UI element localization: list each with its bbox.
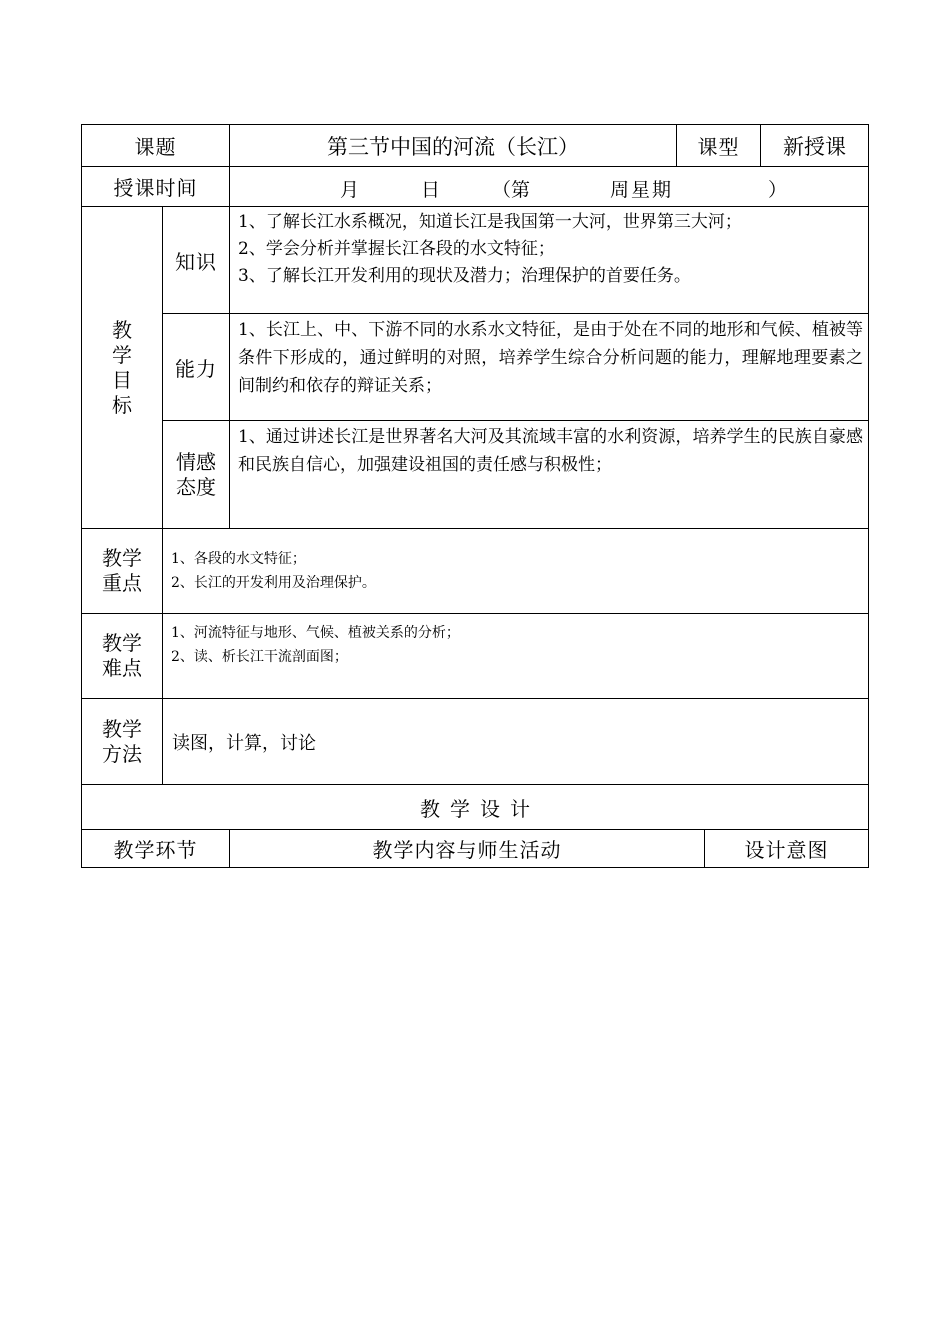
knowledge-label: 知识 [175, 249, 217, 274]
time-close: ） [768, 179, 788, 201]
row-divider [162, 313, 869, 314]
time-week-open: （第 [492, 179, 531, 201]
objectives-label: 教 学 目 标 [112, 317, 132, 417]
knowledge-content [238, 209, 863, 290]
key-points-label: 教学 重点 [102, 546, 142, 595]
time-value [230, 167, 868, 206]
methods-content: 读图，计算，讨论 [172, 733, 316, 754]
course-title: 第三节中国的河流（长江） [327, 134, 579, 159]
emotion-content: 1、通过讲述长江是世界著名大河及其流域丰富的水利资源，培养学生的民族自豪感和民族自信心，加强建设祖国的责任感与积极性； [238, 427, 863, 475]
row-divider [81, 613, 869, 614]
knowledge-line: 3、了解长江开发利用的现状及潜力；治理保护的首要任务。 [238, 266, 691, 286]
design-col-step: 教学环节 [113, 838, 198, 862]
ability-label: 能力 [175, 356, 217, 381]
time-label: 授课时间 [113, 176, 198, 200]
methods-label: 教学 方法 [102, 716, 142, 766]
time-day: 日 [421, 179, 441, 201]
time-week-text: 周星期 [610, 179, 674, 201]
key-point-line: 1、各段的水文特征； [171, 551, 306, 567]
key-points-content [171, 547, 861, 595]
emotion-label: 情感 态度 [176, 449, 216, 499]
design-col-content: 教学内容与师生活动 [372, 838, 562, 862]
table-border-bottom [81, 867, 869, 868]
table-border-right [868, 124, 869, 868]
difficulties-label: 教学 难点 [102, 631, 142, 680]
design-col-intent: 设计意图 [744, 838, 829, 862]
row-divider [162, 420, 869, 421]
key-point-line: 2、长江的开发利用及治理保护。 [171, 575, 376, 591]
difficulties-content [171, 621, 861, 669]
course-label: 课题 [134, 135, 177, 159]
knowledge-line: 1、了解长江水系概况，知道长江是我国第一大河，世界第三大河； [238, 212, 742, 232]
difficulty-line: 1、河流特征与地形、气候、植被关系的分析； [171, 625, 460, 641]
difficulty-line: 2、读、析长江干流剖面图； [171, 649, 348, 665]
course-type-label: 课型 [697, 135, 740, 159]
knowledge-line: 2、学会分析并掌握长江各段的水文特征； [238, 239, 555, 259]
ability-content: 1、长江上、中、下游不同的水系水文特征，是由于处在不同的地形和气候、植被等条件下形成的，通过鲜明的对照，培养学生综合分析问题的能力，理解地理要素之间制约和依存的辩证关系； [238, 320, 863, 396]
row-divider [81, 698, 869, 699]
design-title: 教学设计 [420, 796, 540, 821]
course-type-value: 新授课 [783, 134, 846, 159]
row-divider [81, 528, 869, 529]
col-divider [229, 206, 230, 528]
time-month: 月 [340, 179, 360, 201]
